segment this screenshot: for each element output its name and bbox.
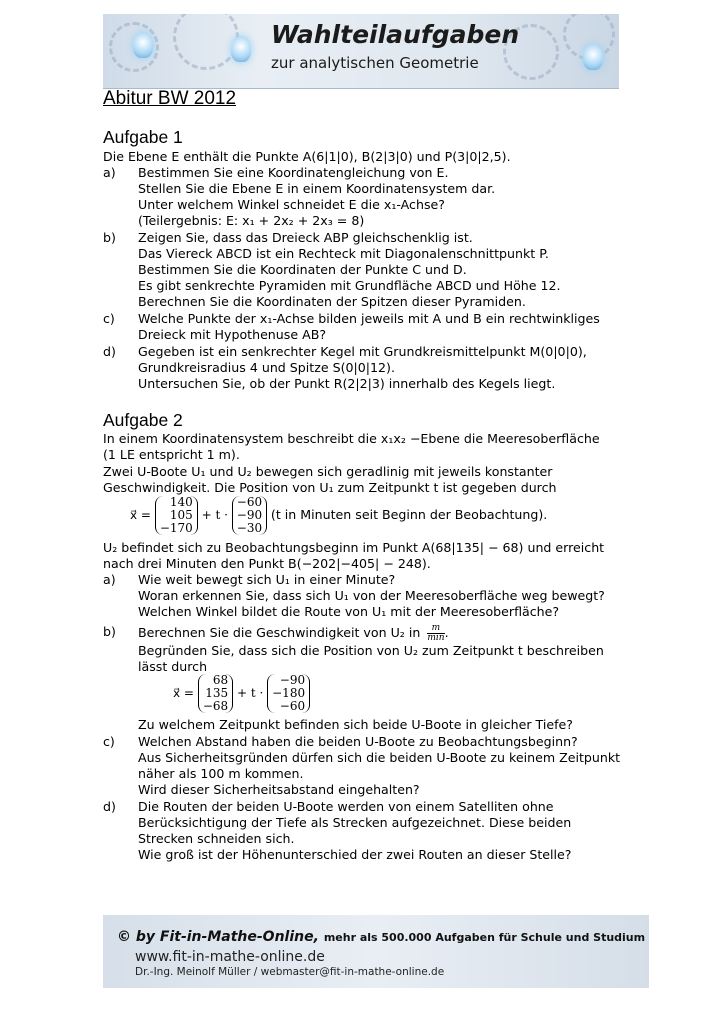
lightbulb-icon [133,32,153,58]
vector-component: −68 [202,699,229,713]
vector-component: −60 [236,495,263,509]
base-vector [155,496,198,535]
banner-subtitle: zur analytischen Geometrie [271,54,479,72]
task-line: Begründen Sie, dass sich die Position von U₂ zum Zeitpunkt t beschreiben [138,643,604,658]
direction-vector [267,674,310,713]
page-title: Abitur BW 2012 [103,88,237,109]
task-text: Berechnen Sie die Geschwindigkeit von U₂ in [138,625,421,640]
base-vector [198,674,233,713]
footer-copyright [117,929,645,945]
intro-line: Geschwindigkeit. Die Position von U₁ zum Zeitpunkt t ist gegeben durch [103,480,557,495]
task-line: Zeigen Sie, dass das Dreieck ABP gleichschenklig ist. [138,230,473,245]
fraction-denominator: min [427,633,445,643]
vector-component: −90 [236,508,263,522]
task-line [138,624,449,643]
task-line: Wird dieser Sicherheitsabstand eingehalten? [138,782,420,797]
item-label: b) [103,624,116,639]
vector-lhs: x⃗ = [130,508,151,522]
task-line: Dreieck mit Hypothenuse AB? [138,327,327,342]
task-text: . [444,625,449,640]
intro-line: Zwei U-Boote U₁ und U₂ bewegen sich geradlinig mit jeweils konstanter [103,464,553,479]
task-line: Welche Punkte der x₁-Achse bilden jeweils mit A und B ein rechtwinkliges [138,311,600,326]
task-line: Bestimmen Sie eine Koordinatengleichung von E. [138,165,449,180]
vector-component: −60 [279,699,306,713]
vector-equation-u2 [173,674,310,713]
task-line: (Teilergebnis: E: x₁ + 2x₂ + 2x₃ = 8) [138,213,365,228]
item-label: c) [103,734,115,749]
vector-plus: + t · [201,508,228,522]
vector-component: 135 [205,686,229,700]
item-label: c) [103,311,115,326]
task-line: Zu welchem Zeitpunkt befinden sich beide U-Boote in gleicher Tiefe? [138,717,573,732]
vector-component: −30 [236,521,263,535]
item-label: b) [103,230,116,245]
footer-tagline: mehr als 500.000 Aufgaben für Schule und Studium [323,931,646,944]
item-label: d) [103,344,116,359]
task-line: Wie weit bewegt sich U₁ in einer Minute? [138,572,396,587]
vector-component: 140 [169,495,193,509]
task-line: Gegeben ist ein senkrechter Kegel mit Grundkreismittelpunkt M(0|0|0), [138,344,587,359]
vector-note: (t in Minuten seit Beginn der Beobachtung). [270,507,548,522]
task-line: Wie groß ist der Höhenunterschied der zwei Routen an dieser Stelle? [138,847,572,862]
aufgabe2-heading: Aufgabe 2 [103,410,183,430]
footer-author: Dr.-Ing. Meinolf Müller / webmaster@fit-in-mathe-online.de [135,966,445,978]
task-line: Welchen Abstand haben die beiden U-Boote zu Beobachtungsbeginn? [138,734,578,749]
vector-plus: + t · [236,686,264,700]
lightbulb-icon [583,44,603,70]
task-line: Das Viereck ABCD ist ein Rechteck mit Diagonalenschnittpunkt P. [138,246,549,261]
vector-component: 105 [169,508,193,522]
vector-equation-u1 [130,496,547,535]
fraction-numerator: m [427,624,444,634]
aufgabe1-intro: Die Ebene E enthält die Punkte A(6|1|0), B(2|3|0) und P(3|0|2,5). [103,149,511,164]
aufgabe1-heading: Aufgabe 1 [103,127,183,147]
item-label: a) [103,572,116,587]
task-line: Berechnen Sie die Koordinaten der Spitzen dieser Pyramiden. [138,294,526,309]
task-line: Die Routen der beiden U-Boote werden von einem Satelliten ohne [138,799,554,814]
item-label: d) [103,799,116,814]
u2-line: nach drei Minuten den Punkt B(−202|−405| − 248). [103,556,431,571]
intro-line: (1 LE entspricht 1 m). [103,447,240,462]
vector-component: 68 [212,673,229,687]
task-line: Strecken schneiden sich. [138,831,295,846]
u2-line: U₂ befindet sich zu Beobachtungsbeginn im Punkt A(68|135| − 68) und erreicht [103,540,605,555]
item-label: a) [103,165,116,180]
task-line: Es gibt senkrechte Pyramiden mit Grundfläche ABCD und Höhe 12. [138,278,561,293]
task-line: Berücksichtigung der Tiefe als Strecken aufgezeichnet. Diese beiden [138,815,572,830]
vector-component: −90 [279,673,306,687]
gear-icon [173,14,239,70]
task-line: näher als 100 m kommen. [138,766,304,781]
vector-component: −180 [272,686,306,700]
direction-vector [232,496,267,535]
banner-title: Wahlteilaufgaben [271,20,520,49]
task-line: Bestimmen Sie die Koordinaten der Punkte C und D. [138,262,467,277]
task-line: Woran erkennen Sie, dass sich U₁ von der Meeresoberfläche weg bewegt? [138,588,605,603]
task-line: Untersuchen Sie, ob der Punkt R(2|2|3) innerhalb des Kegels liegt. [138,376,556,391]
vector-lhs: x⃗ = [173,686,194,700]
lightbulb-icon [231,36,251,62]
task-line: lässt durch [138,659,208,674]
footer-banner [103,915,649,988]
task-line: Stellen Sie die Ebene E in einem Koordinatensystem dar. [138,181,496,196]
task-line: Unter welchem Winkel schneidet E die x₁-Achse? [138,197,445,212]
task-line: Aus Sicherheitsgründen dürfen sich die beiden U-Boote zu keinem Zeitpunkt [138,750,621,765]
header-banner [103,14,619,89]
task-line: Grundkreisradius 4 und Spitze S(0|0|12). [138,360,395,375]
unit-fraction [427,624,444,643]
intro-line: In einem Koordinatensystem beschreibt die x₁x₂ −Ebene die Meeresoberfläche [103,431,600,446]
vector-component: −170 [159,521,193,535]
footer-url: www.fit-in-mathe-online.de [135,949,325,965]
task-line: Welchen Winkel bildet die Route von U₁ mit der Meeresoberfläche? [138,604,560,619]
copyright-text: © by Fit-in-Mathe-Online, [117,929,319,945]
